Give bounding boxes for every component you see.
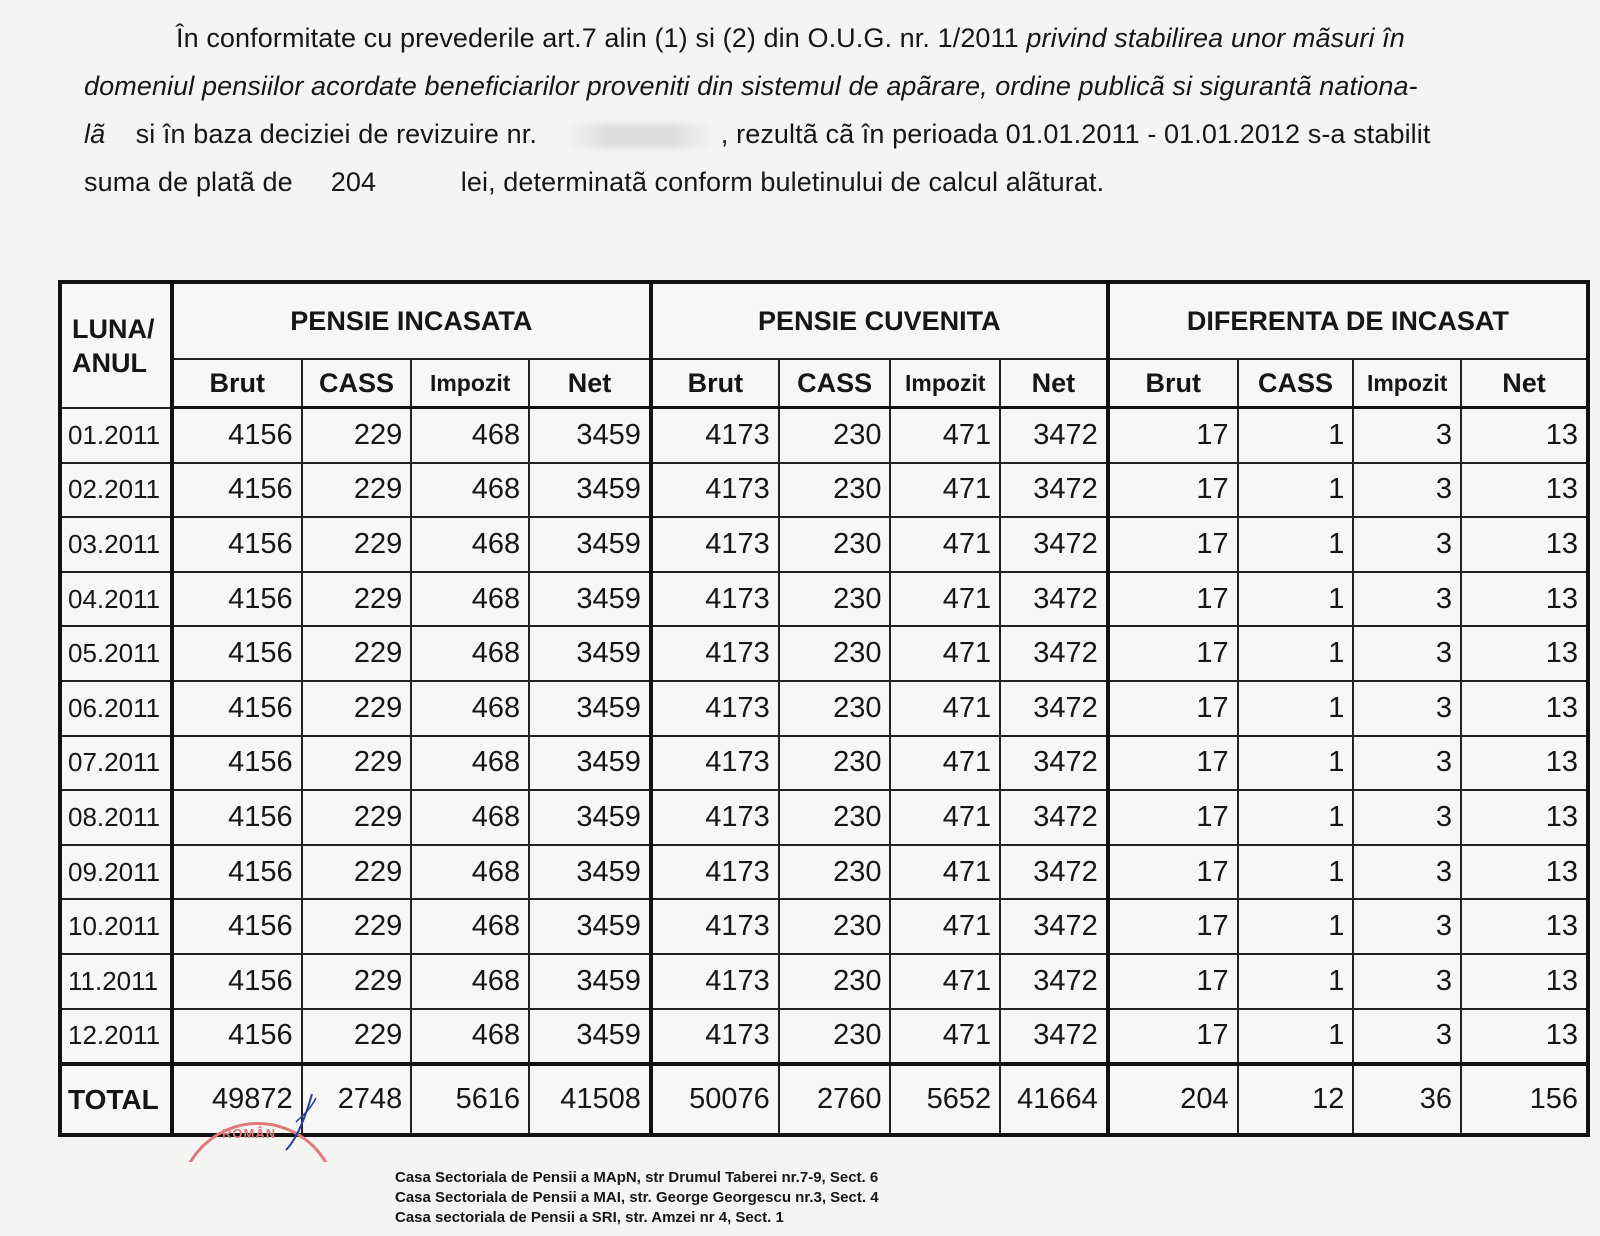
cell-diferenta-net: 13 — [1461, 626, 1588, 681]
cell-incasata-cass: 229 — [302, 681, 412, 736]
cell-diferenta-cass: 1 — [1238, 408, 1354, 463]
col-header-net: Net — [529, 359, 651, 408]
cell-cuvenita-net: 3472 — [1000, 1009, 1108, 1065]
cell-cuvenita-cass: 230 — [779, 736, 891, 791]
cell-cuvenita-brut: 4173 — [651, 408, 779, 463]
cell-cuvenita-brut: 4173 — [651, 572, 779, 627]
cell-cuvenita-brut: 4173 — [651, 954, 779, 1009]
intro-paragraph — [84, 14, 1564, 206]
month-cell: 10.2011 — [60, 899, 172, 954]
col-header-brut: Brut — [1108, 359, 1238, 408]
calculation-table — [58, 280, 1590, 1137]
table-row — [60, 736, 1588, 791]
cell-diferenta-impozit: 3 — [1353, 790, 1461, 845]
group-header-row — [60, 282, 1588, 359]
cell-incasata-cass: 229 — [302, 572, 412, 627]
table-row — [60, 517, 1588, 572]
cell-cuvenita-brut: 4173 — [651, 790, 779, 845]
table-body — [60, 408, 1588, 1136]
cell-diferenta-net: 13 — [1461, 572, 1588, 627]
cell-incasata-cass: 229 — [302, 954, 412, 1009]
cell-cuvenita-net: 3472 — [1000, 899, 1108, 954]
cell-incasata-cass: 229 — [302, 899, 412, 954]
cell-incasata-net: 3459 — [529, 736, 651, 791]
cell-cuvenita-impozit: 471 — [890, 572, 1000, 627]
cell-diferenta-impozit: 3 — [1353, 626, 1461, 681]
cell-incasata-impozit: 468 — [411, 790, 529, 845]
intro-line-3-period: , rezultã cã în perioada 01.01.2011 - 01.01.2012 s-a stabilit — [720, 119, 1431, 149]
cell-incasata-impozit: 468 — [411, 954, 529, 1009]
cell-incasata-net: 3459 — [529, 681, 651, 736]
cell-incasata-net: 3459 — [529, 463, 651, 518]
month-cell: 05.2011 — [60, 626, 172, 681]
cell-incasata-brut: 4156 — [172, 899, 302, 954]
col-header-brut: Brut — [651, 359, 779, 408]
intro-line-1-italic: privind stabilirea unor mãsuri în — [1026, 23, 1405, 53]
cell-diferenta-cass: 1 — [1238, 954, 1354, 1009]
cell-diferenta-brut: 17 — [1108, 681, 1238, 736]
cell-incasata-brut: 4156 — [172, 845, 302, 900]
month-cell: 11.2011 — [60, 954, 172, 1009]
cell-cuvenita-impozit: 471 — [890, 845, 1000, 900]
cell-cuvenita-impozit: 471 — [890, 736, 1000, 791]
cell-incasata-net: 3459 — [529, 845, 651, 900]
cell-incasata-brut: 4156 — [172, 626, 302, 681]
cell-diferenta-brut: 17 — [1108, 790, 1238, 845]
month-cell: 09.2011 — [60, 845, 172, 900]
table-row — [60, 408, 1588, 463]
cell-diferenta-cass: 1 — [1238, 626, 1354, 681]
cell-incasata-impozit: 468 — [411, 626, 529, 681]
cell-cuvenita-net: 3472 — [1000, 408, 1108, 463]
cell-cuvenita-impozit: 471 — [890, 790, 1000, 845]
cell-incasata-impozit: 468 — [411, 736, 529, 791]
cell-diferenta-impozit: 3 — [1353, 463, 1461, 518]
cell-incasata-net: 3459 — [529, 954, 651, 1009]
cell-cuvenita-impozit: 471 — [890, 517, 1000, 572]
cell-diferenta-brut: 17 — [1108, 626, 1238, 681]
cell-cuvenita-net: 3472 — [1000, 572, 1108, 627]
footer-address-mai: Casa Sectoriala de Pensii a MAI, str. George Georgescu nr.3, Sect. 4 — [395, 1189, 879, 1206]
footer-addresses — [395, 1168, 879, 1228]
cell-cuvenita-cass: 230 — [779, 408, 891, 463]
intro-line-1-text: În conformitate cu prevederile art.7 alin (1) si (2) din O.U.G. nr. 1/2011 — [176, 23, 1019, 53]
cell-diferenta-brut: 17 — [1108, 463, 1238, 518]
cell-diferenta-impozit: 3 — [1353, 899, 1461, 954]
table-row — [60, 626, 1588, 681]
subcolumn-header-row — [60, 359, 1588, 408]
cell-cuvenita-cass: 230 — [779, 899, 891, 954]
intro-line-4 — [84, 158, 1564, 206]
cell-cuvenita-impozit: 471 — [890, 1009, 1000, 1065]
cell-diferenta-net: 13 — [1461, 899, 1588, 954]
cell-cuvenita-impozit: 471 — [890, 681, 1000, 736]
total-label: TOTAL — [60, 1064, 172, 1135]
cell-diferenta-net: 13 — [1461, 1009, 1588, 1065]
cell-cuvenita-brut: 4173 — [651, 681, 779, 736]
cell-diferenta-net: 13 — [1461, 954, 1588, 1009]
month-cell: 12.2011 — [60, 1009, 172, 1065]
cell-diferenta-net: 156 — [1461, 1064, 1588, 1135]
cell-cuvenita-net: 3472 — [1000, 845, 1108, 900]
luna-anul-header — [60, 282, 172, 408]
cell-incasata-net: 3459 — [529, 790, 651, 845]
cell-diferenta-impozit: 3 — [1353, 1009, 1461, 1065]
cell-diferenta-brut: 17 — [1108, 899, 1238, 954]
cell-incasata-cass: 229 — [302, 408, 412, 463]
group-header-diferenta: DIFERENTA DE INCASAT — [1108, 282, 1588, 359]
cell-cuvenita-cass: 230 — [779, 790, 891, 845]
cell-diferenta-cass: 1 — [1238, 1009, 1354, 1065]
cell-incasata-net: 3459 — [529, 517, 651, 572]
cell-diferenta-cass: 1 — [1238, 736, 1354, 791]
month-cell: 02.2011 — [60, 463, 172, 518]
col-header-impozit: Impozit — [890, 359, 1000, 408]
intro-line-1 — [84, 14, 1564, 62]
cell-diferenta-cass: 1 — [1238, 572, 1354, 627]
cell-diferenta-net: 13 — [1461, 517, 1588, 572]
table-row — [60, 463, 1588, 518]
cell-diferenta-brut: 17 — [1108, 736, 1238, 791]
cell-incasata-cass: 2748 — [302, 1064, 412, 1135]
cell-cuvenita-net: 3472 — [1000, 736, 1108, 791]
signature-mark — [282, 1092, 322, 1152]
cell-incasata-brut: 4156 — [172, 790, 302, 845]
table-row — [60, 845, 1588, 900]
table-row — [60, 954, 1588, 1009]
cell-diferenta-impozit: 3 — [1353, 681, 1461, 736]
cell-diferenta-impozit: 36 — [1353, 1064, 1461, 1135]
table-row — [60, 681, 1588, 736]
month-cell: 03.2011 — [60, 517, 172, 572]
cell-cuvenita-brut: 4173 — [651, 626, 779, 681]
cell-incasata-impozit: 468 — [411, 845, 529, 900]
cell-cuvenita-net: 3472 — [1000, 463, 1108, 518]
cell-incasata-brut: 4156 — [172, 954, 302, 1009]
anul-header-text: ANUL — [72, 348, 147, 378]
cell-incasata-brut: 4156 — [172, 408, 302, 463]
month-cell: 01.2011 — [60, 408, 172, 463]
luna-header-text: LUNA/ — [72, 314, 155, 344]
cell-cuvenita-cass: 230 — [779, 517, 891, 572]
cell-diferenta-brut: 17 — [1108, 517, 1238, 572]
cell-incasata-impozit: 468 — [411, 681, 529, 736]
col-header-net: Net — [1000, 359, 1108, 408]
cell-diferenta-cass: 1 — [1238, 790, 1354, 845]
cell-incasata-cass: 229 — [302, 790, 412, 845]
cell-cuvenita-cass: 230 — [779, 954, 891, 1009]
cell-cuvenita-cass: 230 — [779, 845, 891, 900]
table-row — [60, 572, 1588, 627]
cell-diferenta-net: 13 — [1461, 408, 1588, 463]
cell-cuvenita-impozit: 471 — [890, 408, 1000, 463]
footer-address-sri: Casa sectoriala de Pensii a SRI, str. Amzei nr 4, Sect. 1 — [395, 1209, 784, 1226]
col-header-cass: CASS — [779, 359, 891, 408]
footer-address-mapn: Casa Sectoriala de Pensii a MApN, str Drumul Taberei nr.7-9, Sect. 6 — [395, 1169, 879, 1186]
cell-cuvenita-cass: 230 — [779, 626, 891, 681]
cell-diferenta-net: 13 — [1461, 463, 1588, 518]
cell-cuvenita-net: 3472 — [1000, 954, 1108, 1009]
cell-incasata-impozit: 468 — [411, 517, 529, 572]
cell-cuvenita-impozit: 471 — [890, 899, 1000, 954]
cell-diferenta-brut: 17 — [1108, 1009, 1238, 1065]
cell-cuvenita-net: 3472 — [1000, 790, 1108, 845]
cell-incasata-brut: 4156 — [172, 1009, 302, 1065]
payment-amount: 204 — [330, 167, 377, 197]
cell-diferenta-impozit: 3 — [1353, 954, 1461, 1009]
cell-diferenta-impozit: 3 — [1353, 408, 1461, 463]
cell-diferenta-brut: 17 — [1108, 845, 1238, 900]
cell-cuvenita-impozit: 471 — [890, 463, 1000, 518]
cell-incasata-impozit: 468 — [411, 899, 529, 954]
cell-cuvenita-cass: 230 — [779, 463, 891, 518]
cell-diferenta-impozit: 3 — [1353, 517, 1461, 572]
cell-diferenta-impozit: 3 — [1353, 572, 1461, 627]
cell-incasata-impozit: 468 — [411, 463, 529, 518]
cell-cuvenita-impozit: 471 — [890, 626, 1000, 681]
cell-cuvenita-cass: 230 — [779, 681, 891, 736]
cell-cuvenita-brut: 4173 — [651, 845, 779, 900]
cell-cuvenita-brut: 4173 — [651, 736, 779, 791]
cell-incasata-brut: 4156 — [172, 517, 302, 572]
table-row — [60, 790, 1588, 845]
cell-incasata-net: 3459 — [529, 1009, 651, 1065]
intro-line-3-italic: lã — [84, 119, 106, 149]
cell-incasata-cass: 229 — [302, 845, 412, 900]
cell-cuvenita-brut: 4173 — [651, 517, 779, 572]
cell-diferenta-cass: 1 — [1238, 463, 1354, 518]
cell-incasata-impozit: 468 — [411, 572, 529, 627]
cell-incasata-cass: 229 — [302, 517, 412, 572]
cell-diferenta-cass: 12 — [1238, 1064, 1354, 1135]
cell-cuvenita-brut: 4173 — [651, 1009, 779, 1065]
intro-line-4-end: lei, determinatã conform buletinului de calcul alãturat. — [460, 167, 1105, 197]
cell-incasata-cass: 229 — [302, 736, 412, 791]
cell-cuvenita-net: 41664 — [1000, 1064, 1108, 1135]
cell-cuvenita-cass: 230 — [779, 1009, 891, 1065]
cell-cuvenita-net: 3472 — [1000, 626, 1108, 681]
cell-incasata-net: 3459 — [529, 626, 651, 681]
col-header-brut: Brut — [172, 359, 302, 408]
month-cell: 07.2011 — [60, 736, 172, 791]
cell-incasata-brut: 4156 — [172, 463, 302, 518]
cell-diferenta-cass: 1 — [1238, 681, 1354, 736]
month-cell: 06.2011 — [60, 681, 172, 736]
cell-incasata-brut: 49872 — [172, 1064, 302, 1135]
cell-incasata-cass: 229 — [302, 1009, 412, 1065]
intro-line-3-text: si în baza deciziei de revizuire nr. — [135, 119, 537, 149]
col-header-net: Net — [1461, 359, 1588, 408]
cell-incasata-impozit: 468 — [411, 1009, 529, 1065]
cell-incasata-cass: 229 — [302, 463, 412, 518]
cell-diferenta-brut: 204 — [1108, 1064, 1238, 1135]
table-row — [60, 899, 1588, 954]
cell-cuvenita-brut: 50076 — [651, 1064, 779, 1135]
col-header-cass: CASS — [1238, 359, 1354, 408]
col-header-impozit: Impozit — [1353, 359, 1461, 408]
cell-diferenta-cass: 1 — [1238, 845, 1354, 900]
cell-incasata-impozit: 5616 — [411, 1064, 529, 1135]
cell-incasata-brut: 4156 — [172, 681, 302, 736]
cell-incasata-net: 3459 — [529, 572, 651, 627]
cell-diferenta-brut: 17 — [1108, 954, 1238, 1009]
cell-cuvenita-brut: 4173 — [651, 463, 779, 518]
cell-diferenta-net: 13 — [1461, 736, 1588, 791]
cell-cuvenita-cass: 2760 — [779, 1064, 891, 1135]
month-cell: 08.2011 — [60, 790, 172, 845]
cell-diferenta-net: 13 — [1461, 681, 1588, 736]
intro-line-4-text: suma de platã de — [84, 167, 293, 197]
col-header-cass: CASS — [302, 359, 412, 408]
cell-cuvenita-cass: 230 — [779, 572, 891, 627]
cell-incasata-net: 3459 — [529, 899, 651, 954]
cell-incasata-impozit: 468 — [411, 408, 529, 463]
cell-cuvenita-net: 3472 — [1000, 681, 1108, 736]
group-header-incasata: PENSIE INCASATA — [172, 282, 651, 359]
intro-line-2: domeniul pensiilor acordate beneficiarilor proveniti din sistemul de apãrare, ordine publicã si sigurantã nationa- — [84, 71, 1418, 101]
intro-line-3 — [84, 110, 1564, 158]
cell-diferenta-impozit: 3 — [1353, 736, 1461, 791]
cell-incasata-brut: 4156 — [172, 572, 302, 627]
cell-diferenta-brut: 17 — [1108, 408, 1238, 463]
group-header-cuvenita: PENSIE CUVENITA — [651, 282, 1108, 359]
cell-incasata-cass: 229 — [302, 626, 412, 681]
cell-cuvenita-net: 3472 — [1000, 517, 1108, 572]
redacted-decision-number — [565, 124, 715, 148]
cell-cuvenita-brut: 4173 — [651, 899, 779, 954]
stamp-text: ROMÂN — [222, 1126, 277, 1141]
cell-incasata-net: 3459 — [529, 408, 651, 463]
cell-diferenta-cass: 1 — [1238, 899, 1354, 954]
cell-incasata-brut: 4156 — [172, 736, 302, 791]
cell-diferenta-impozit: 3 — [1353, 845, 1461, 900]
month-cell: 04.2011 — [60, 572, 172, 627]
cell-incasata-net: 41508 — [529, 1064, 651, 1135]
cell-cuvenita-impozit: 5652 — [890, 1064, 1000, 1135]
cell-diferenta-brut: 17 — [1108, 572, 1238, 627]
table-row — [60, 1009, 1588, 1065]
cell-cuvenita-impozit: 471 — [890, 954, 1000, 1009]
cell-diferenta-net: 13 — [1461, 845, 1588, 900]
cell-diferenta-net: 13 — [1461, 790, 1588, 845]
cell-diferenta-cass: 1 — [1238, 517, 1354, 572]
col-header-impozit: Impozit — [411, 359, 529, 408]
